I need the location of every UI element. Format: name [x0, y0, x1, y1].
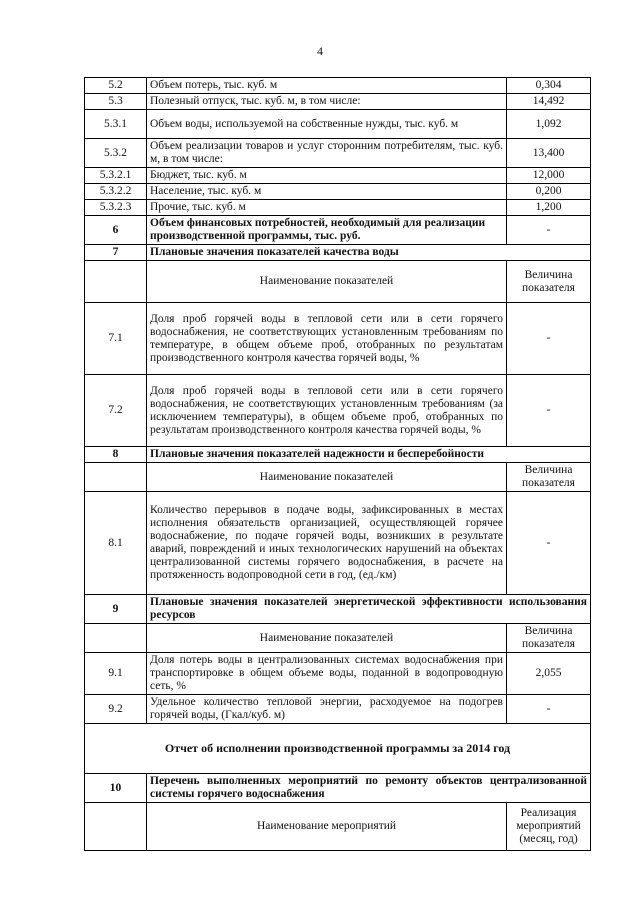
empty-cell	[85, 463, 147, 492]
section-header-row	[85, 245, 591, 261]
column-header-row	[85, 803, 591, 851]
table-row	[85, 216, 591, 245]
header-name: Наименование мероприятий	[147, 803, 507, 851]
row-text: Доля потерь воды в централизованных системах водоснабжения при транспортировке в общем объеме воды, поданной в водопроводную сеть, %	[147, 653, 507, 695]
table-row	[85, 184, 591, 200]
table-row	[85, 653, 591, 695]
section-title: Перечень выполненных мероприятий по ремонту объектов централизованной системы горячего водоснабжения	[147, 774, 591, 803]
row-number: 5.3	[85, 94, 147, 110]
page-number: 4	[317, 44, 323, 58]
row-number: 6	[85, 216, 147, 245]
header-name: Наименование показателей	[147, 261, 507, 303]
row-value: 0,304	[507, 78, 591, 94]
header-value: Величина показателя	[507, 261, 591, 303]
column-header-row	[85, 463, 591, 492]
table-row	[85, 94, 591, 110]
row-text: Объем потерь, тыс. куб. м	[147, 78, 507, 94]
table-row	[85, 110, 591, 139]
row-number: 9.1	[85, 653, 147, 695]
section-title: Плановые значения показателей качества воды	[147, 245, 591, 261]
header-value: Величина показателя	[507, 624, 591, 653]
row-text: Полезный отпуск, тыс. куб. м, в том числе:	[147, 94, 507, 110]
table-row	[85, 78, 591, 94]
row-value: -	[507, 492, 591, 595]
row-number: 8.1	[85, 492, 147, 595]
table-row	[85, 375, 591, 447]
row-number: 7.2	[85, 375, 147, 447]
row-text: Прочие, тыс. куб. м	[147, 200, 507, 216]
empty-cell	[85, 261, 147, 303]
row-value: 14,492	[507, 94, 591, 110]
table-row	[85, 695, 591, 724]
section-title: Плановые значения показателей энергетической эффективности использования ресурсов	[147, 595, 591, 624]
row-text: Бюджет, тыс. куб. м	[147, 168, 507, 184]
row-text: Доля проб горячей воды в тепловой сети или в сети горячего водоснабжения, не соответствующих установленным требованиям (за исключением температуры), в общем объеме проб, отобранных по результатам производственного контроля качества горячей воды, %	[147, 375, 507, 447]
empty-cell	[85, 803, 147, 851]
row-number: 5.2	[85, 78, 147, 94]
section-number: 7	[85, 245, 147, 261]
row-number: 7.1	[85, 303, 147, 375]
row-value: 1,200	[507, 200, 591, 216]
report-title: Отчет об исполнении производственной программы за 2014 год	[85, 724, 591, 774]
section-number: 10	[85, 774, 147, 803]
header-value: Реализация мероприятий (месяц, год)	[507, 803, 591, 851]
row-value: -	[507, 375, 591, 447]
row-text: Объем реализации товаров и услуг сторонним потребителям, тыс. куб. м, в том числе:	[147, 139, 507, 168]
section-header-row	[85, 774, 591, 803]
empty-cell	[85, 624, 147, 653]
header-name: Наименование показателей	[147, 624, 507, 653]
row-text: Население, тыс. куб. м	[147, 184, 507, 200]
table-row	[85, 200, 591, 216]
row-number: 5.3.1	[85, 110, 147, 139]
row-value: 13,400	[507, 139, 591, 168]
row-number: 5.3.2.1	[85, 168, 147, 184]
section-title: Плановые значения показателей надежности и бесперебойности	[147, 447, 591, 463]
row-value: 2,055	[507, 653, 591, 695]
section-header-row	[85, 447, 591, 463]
column-header-row	[85, 624, 591, 653]
column-header-row	[85, 261, 591, 303]
row-number: 5.3.2	[85, 139, 147, 168]
row-text: Удельное количество тепловой энергии, расходуемое на подогрев горячей воды, (Гкал/куб. м)	[147, 695, 507, 724]
row-text: Объем финансовых потребностей, необходимый для реализации производственной программы, тыс. руб.	[147, 216, 507, 245]
row-value: 0,200	[507, 184, 591, 200]
report-title-row	[85, 724, 591, 774]
row-number: 9.2	[85, 695, 147, 724]
row-value: -	[507, 303, 591, 375]
row-value: -	[507, 216, 591, 245]
section-header-row	[85, 595, 591, 624]
row-number: 5.3.2.3	[85, 200, 147, 216]
header-value: Величина показателя	[507, 463, 591, 492]
row-text: Объем воды, используемой на собственные нужды, тыс. куб. м	[147, 110, 507, 139]
section-number: 9	[85, 595, 147, 624]
row-value: -	[507, 695, 591, 724]
section-number: 8	[85, 447, 147, 463]
row-value: 12,000	[507, 168, 591, 184]
row-text: Доля проб горячей воды в тепловой сети или в сети горячего водоснабжения, не соответствующих установленным требованиям по температуре, в общем объеме проб, отобранных по результатам производственного контроля качества горячей воды, %	[147, 303, 507, 375]
header-name: Наименование показателей	[147, 463, 507, 492]
row-number: 5.3.2.2	[85, 184, 147, 200]
program-table	[84, 77, 591, 851]
table-row	[85, 492, 591, 595]
table-row	[85, 168, 591, 184]
table-row	[85, 139, 591, 168]
table-row	[85, 303, 591, 375]
row-value: 1,092	[507, 110, 591, 139]
row-text: Количество перерывов в подаче воды, зафиксированных в местах исполнения обязательств организацией, осуществляющей горячее водоснабжение, по подаче горячей воды, возникших в результате аварий, повреждений и иных технологических нарушений на объектах централизованной системы горячего водоснабжения, в расчете на протяженность водопроводной сети в год, (ед./км)	[147, 492, 507, 595]
